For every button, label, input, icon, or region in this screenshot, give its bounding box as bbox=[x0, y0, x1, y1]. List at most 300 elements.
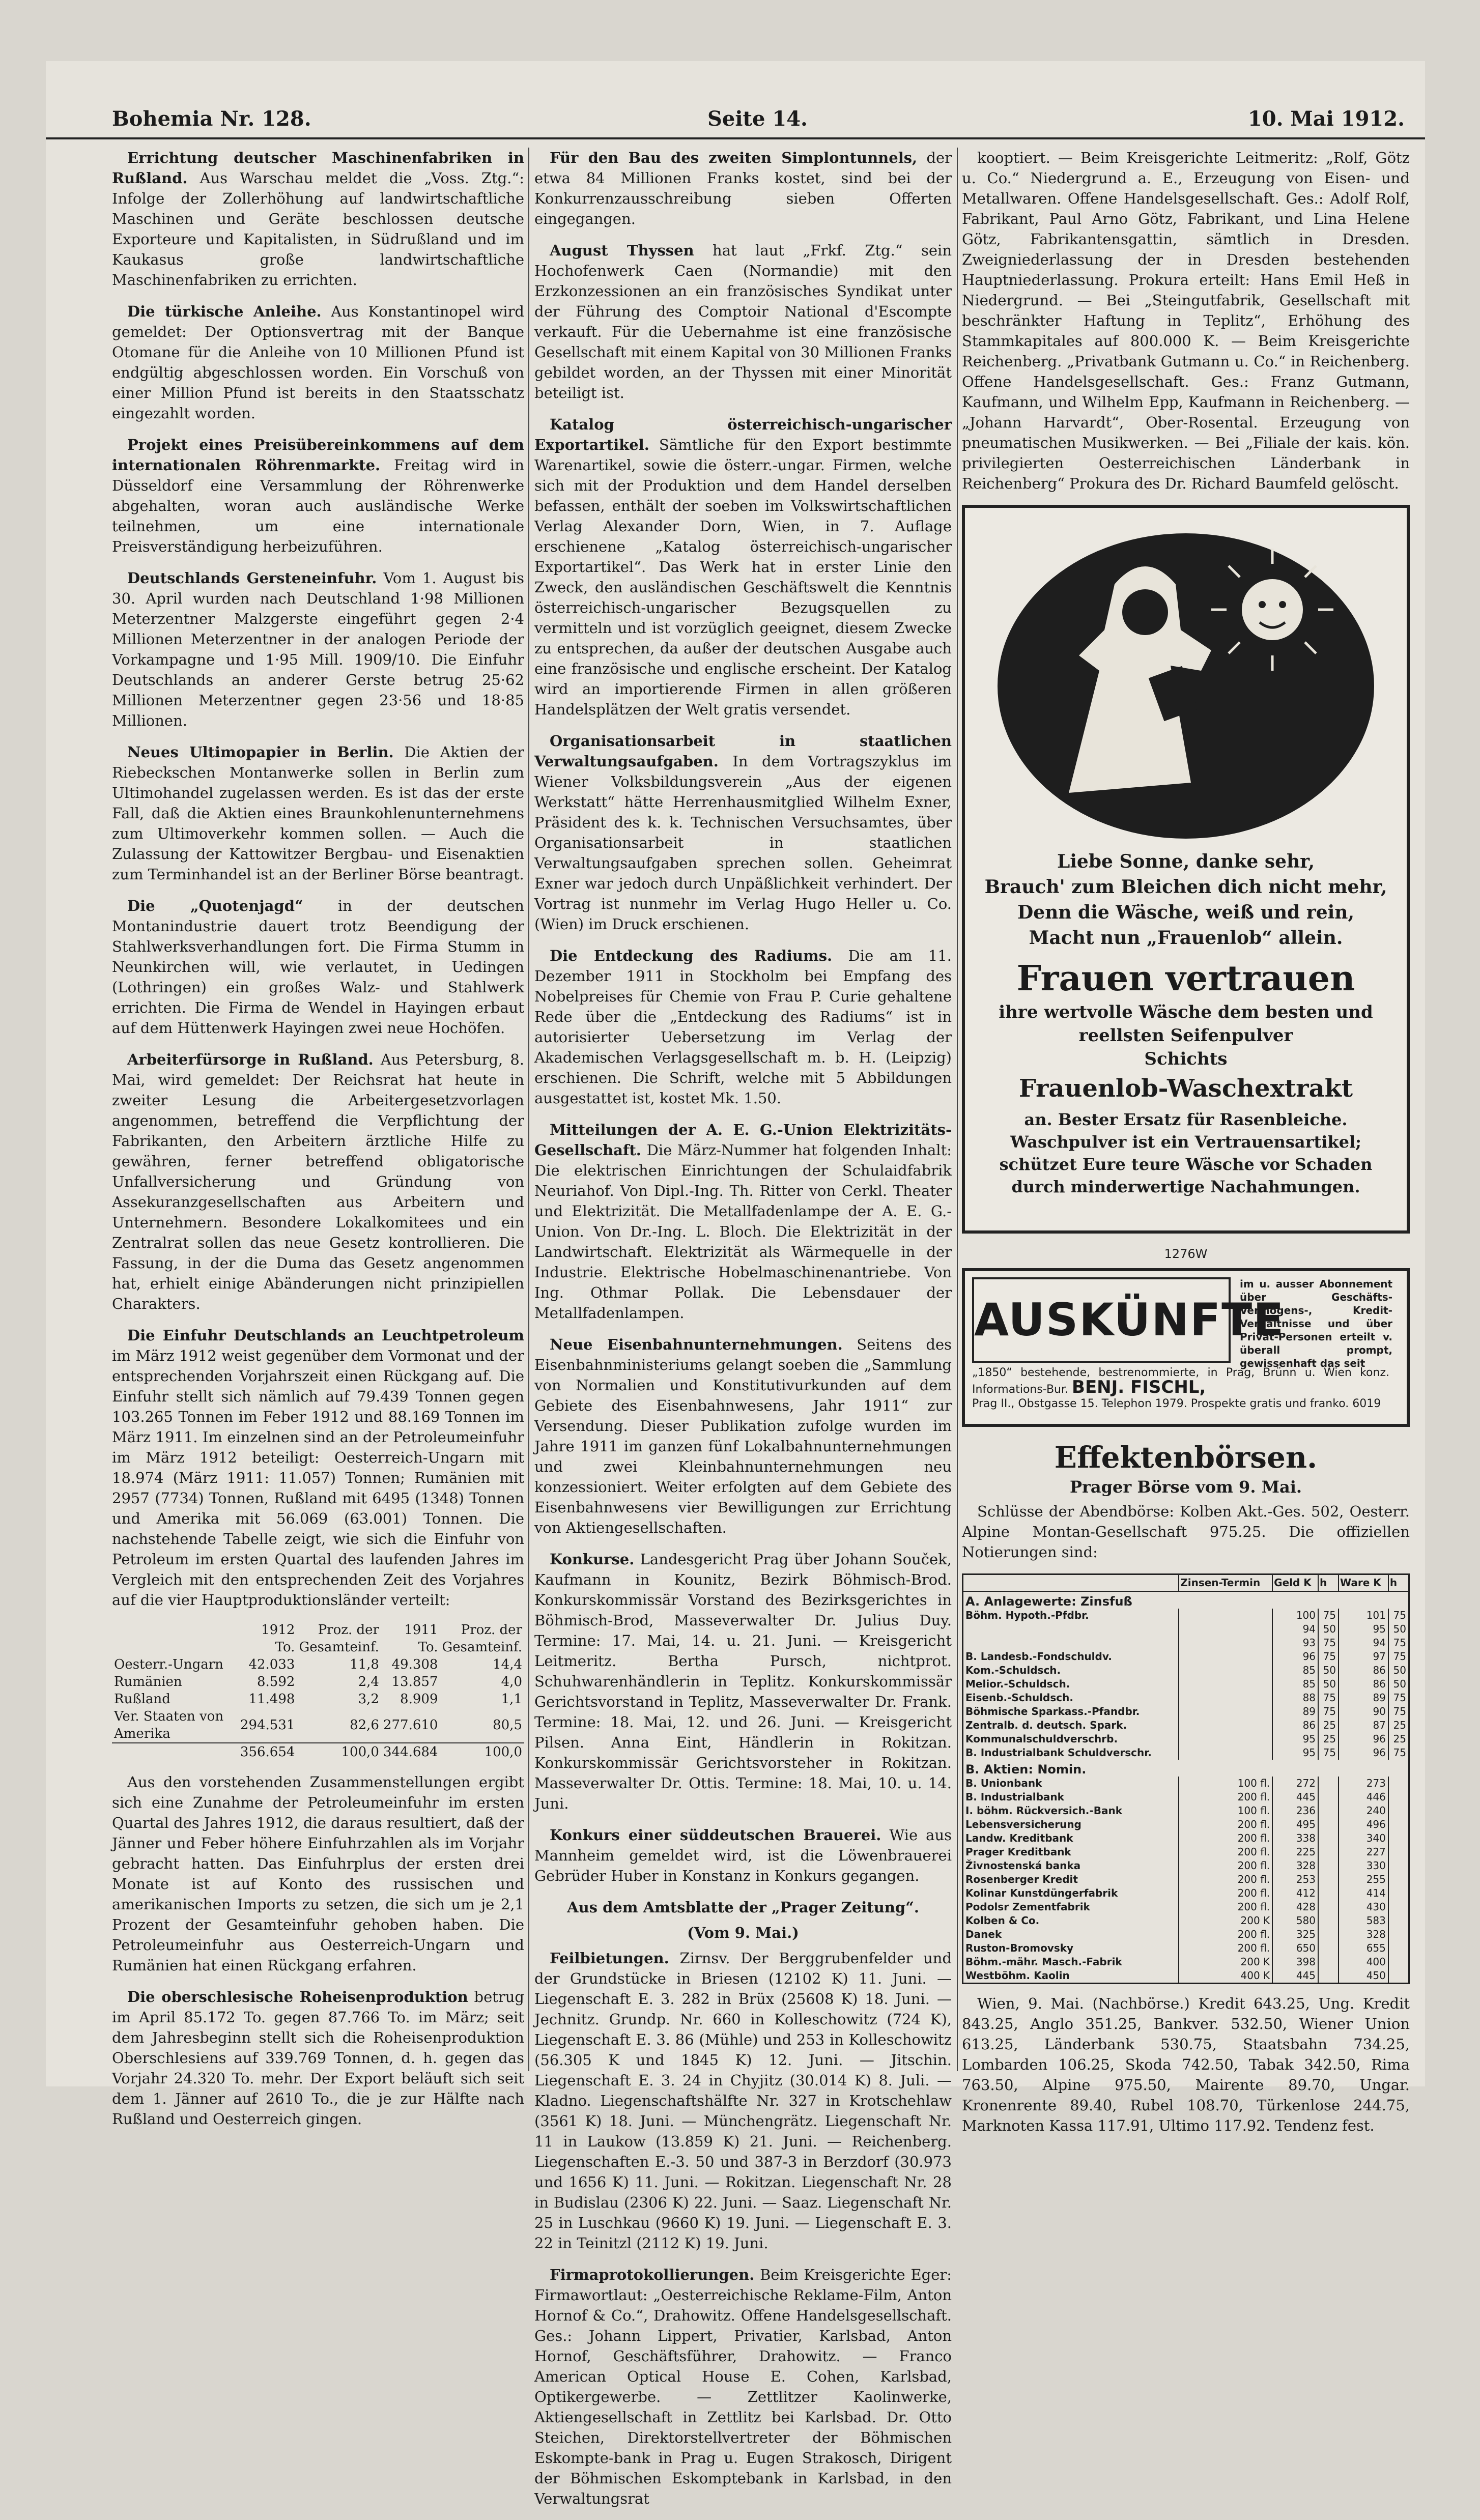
table-cell: Proz. der bbox=[318, 1622, 379, 1638]
table-cell: 200 K bbox=[1179, 1914, 1272, 1928]
table-cell: 445 bbox=[1272, 1969, 1318, 1984]
table-cell: 75 bbox=[1318, 1746, 1339, 1760]
table-cell: 445 bbox=[1272, 1790, 1318, 1804]
table-cell: 49.308 bbox=[391, 1657, 438, 1672]
table-cell: 340 bbox=[1339, 1831, 1388, 1845]
table-cell: B. Industrialbank Schuldverschr. bbox=[963, 1746, 1179, 1760]
table-row bbox=[963, 1818, 1409, 1831]
table-cell bbox=[1388, 1818, 1409, 1831]
article-headline: Organisationsarbeit in staatlichen Verwaltungsaufgaben. bbox=[534, 732, 952, 770]
table-cell: Melior.-Schuldsch. bbox=[963, 1677, 1179, 1691]
table-row bbox=[963, 1777, 1409, 1790]
table-cell: 75 bbox=[1388, 1636, 1409, 1650]
table-cell: 75 bbox=[1318, 1650, 1339, 1664]
table-cell: 87 bbox=[1339, 1719, 1388, 1732]
article bbox=[534, 1120, 952, 1323]
table-cell: 75 bbox=[1318, 1609, 1339, 1622]
table-cell: 94 bbox=[1272, 1622, 1318, 1636]
table-cell bbox=[963, 1574, 1179, 1592]
table-cell: To. bbox=[275, 1640, 295, 1655]
table-cell bbox=[1388, 1928, 1409, 1941]
table-cell bbox=[1318, 1804, 1339, 1818]
table-cell: 200 fl. bbox=[1179, 1859, 1272, 1873]
table-cell: 1911 bbox=[404, 1622, 438, 1638]
table-cell bbox=[1179, 1622, 1272, 1636]
article-body: hat laut „Frkf. Ztg.“ sein Hochofenwerk Caen (Normandie) mit den Erzkonzessionen an ein französisches Syndikat unter der Führung des Comptoir National d'Escompte verkauft. Für die Uebernahme ist eine französische Gesellschaft mit einem Kapital von 30 Millionen Franks gebildet worden, an der Thyssen mit einer Minorität beteiligt ist. bbox=[534, 242, 952, 402]
paper-name: Bohemia Nr. 128. bbox=[112, 107, 311, 131]
table-cell: 225 bbox=[1272, 1845, 1318, 1859]
table-cell: 50 bbox=[1388, 1677, 1409, 1691]
girl-and-sun-illustration bbox=[987, 518, 1384, 844]
table-cell: 75 bbox=[1388, 1691, 1409, 1705]
article-headline: Katalog österreichisch-ungarischer Exportartikel. bbox=[534, 416, 952, 453]
table-cell: 90 bbox=[1339, 1705, 1388, 1719]
table-cell: 86 bbox=[1339, 1664, 1388, 1677]
table-cell: 100 fl. bbox=[1179, 1777, 1272, 1790]
table-cell bbox=[963, 1636, 1179, 1650]
article bbox=[534, 1549, 952, 1814]
table-row bbox=[963, 1650, 1409, 1664]
column-1-articles bbox=[112, 148, 524, 1610]
table-cell bbox=[1318, 1928, 1339, 1941]
table-cell: 95 bbox=[1272, 1732, 1318, 1746]
article-body: Die Aktien der Riebeckschen Montanwerke sollen in Berlin zum Ultimohandel zugelassen werden. Es ist das der erste Fall, daß die Aktien eines Braunkohlenunternehmens zum Ultimoverkehr kommen sollen. — Auch die Zulassung der Kattowitzer Bergbau- und Eisenaktien zum Terminhandel ist an der Berliner Börse beantragt. bbox=[112, 743, 525, 883]
article-body: Aus den vorstehenden Zusammenstellungen ergibt sich eine Zunahme der Petroleumeinfuhr im ersten Quartal des Jahres 1912, die daraus resultiert, daß der Jänner und Feber höhere Einfuhrzahlen als im Vorjahr gebracht hatten. Das Einfuhrplus der ersten drei Monate ist auf Konto des russischen und amerikanischen Imports zu setzen, die sich um je 2,1 Prozent der Gesamteinfuhr gehoben haben. Die Petroleumeinfuhr aus Oesterreich-Ungarn und Rumänien hat einen Rückgang erfahren. bbox=[112, 1773, 524, 1974]
table-cell: Kolben & Co. bbox=[963, 1914, 1179, 1928]
claim-line: durch minderwertige Nachahmungen. bbox=[1011, 1177, 1360, 1196]
table-cell: Ware K bbox=[1339, 1574, 1388, 1592]
column-2 bbox=[534, 148, 952, 2520]
table-row bbox=[963, 1664, 1409, 1677]
table-cell: 328 bbox=[1339, 1928, 1388, 1941]
table-cell bbox=[1388, 1804, 1409, 1818]
table-cell: 200 fl. bbox=[1179, 1941, 1272, 1955]
table-cell: 88 bbox=[1272, 1691, 1318, 1705]
table-cell: 25 bbox=[1318, 1732, 1339, 1746]
table-cell: 446 bbox=[1339, 1790, 1388, 1804]
article-headline: Firmaprotokollierungen. bbox=[550, 2266, 755, 2283]
article bbox=[112, 742, 524, 884]
table-cell: 80,5 bbox=[493, 1717, 522, 1733]
table-cell: 200 fl. bbox=[1179, 1845, 1272, 1859]
ad-contact: Prag II., Obstgasse 15. Telephon 1979. Prospekte gratis und franko. 6019 bbox=[972, 1397, 1381, 1410]
article bbox=[534, 148, 952, 229]
table-cell: 200 fl. bbox=[1179, 1873, 1272, 1886]
table-cell: Danek bbox=[963, 1928, 1179, 1941]
article-headline: Errichtung deutscher Maschinenfabriken in Rußland. bbox=[112, 149, 524, 187]
ad-bureau: „1850“ bestehende, bestrenommierte, in Prag, Brünn u. Wien konz. Informations-Bur. bbox=[972, 1366, 1389, 1396]
running-header bbox=[46, 102, 1425, 139]
amtsblatt-date: (Vom 9. Mai.) bbox=[687, 1924, 799, 1941]
article bbox=[112, 1987, 524, 2129]
column-1-articles-continued bbox=[112, 1772, 524, 2129]
article-body: Landesgericht Prag über Johann Souček, Kaufmann in Kounitz, Bezirk Böhmisch-Brod. Konkurskommissär Vorstand des Bezirksgerichtes in Böhmisch-Brod, Masseverwalter Dr. Julius Duy. Termine: 17. Mai, 14. u. 21. Juni. — Kreisgericht Leitmeritz. Bertha Pursch, nichtprot. Schuhwarenhändlerin in Teplitz. Konkurskommissär Gerichtsvorstand in Teplitz, Masseverwalter Dr. Frank. Termine: 18. Mai, 12. und 26. Juni. — Kreisgericht Pilsen. Anna Eint, Händlerin in Rokitzan. Konkurskommissär Gerichtsvorsteher in Rokitzan. Masseverwalter Dr. Ottis. Termine: 18. Mai, 10. u. 14. Juni. bbox=[534, 1551, 952, 1812]
article bbox=[112, 568, 524, 731]
table-cell: 344.684 bbox=[381, 1743, 440, 1761]
table-cell: B. Unionbank bbox=[963, 1777, 1179, 1790]
table-cell: 655 bbox=[1339, 1941, 1388, 1955]
table-cell: 75 bbox=[1318, 1636, 1339, 1650]
article-headline: Arbeiterfürsorge in Rußland. bbox=[127, 1051, 374, 1068]
table-cell bbox=[1179, 1636, 1272, 1650]
column-rule bbox=[957, 148, 958, 2071]
table-cell: 400 K bbox=[1179, 1969, 1272, 1984]
table-cell bbox=[112, 1743, 238, 1761]
article-body: In dem Vortragszyklus im Wiener Volksbildungsverein „Aus der eigenen Werkstatt“ hätte Herrenhausmitglied Wilhelm Exner, Präsident des k. k. Technischen Versuchsamtes, über Organisationsarbeit in staatlichen Verwaltungsaufgaben sprechen sollen. Geheimrat Exner war jedoch durch Unpäßlichkeit verhindert. Der Vortrag ist nunmehr im Verlag Hugo Heller u. Co. (Wien) im Druck erschienen. bbox=[534, 753, 952, 933]
table-row bbox=[963, 1705, 1409, 1719]
ad-description: im u. ausser Abonnement über Geschäfts-Vermögens-, Kredit-Verhältnisse und über Privat-Personen erteilt v. überall prompt, gewissenhaft das seit bbox=[1240, 1278, 1392, 1369]
table-cell bbox=[1179, 1650, 1272, 1664]
table-cell bbox=[1318, 1831, 1339, 1845]
table-cell bbox=[963, 1622, 1179, 1636]
ad-big-word: AUSKÜNFTE bbox=[972, 1277, 1231, 1363]
sun-icon bbox=[1242, 579, 1303, 640]
table-cell: 97 bbox=[1339, 1650, 1388, 1664]
table-cell bbox=[1388, 1914, 1409, 1928]
table-cell bbox=[1388, 1955, 1409, 1969]
table-cell: 398 bbox=[1272, 1955, 1318, 1969]
table-row bbox=[112, 1673, 524, 1691]
table-cell: 42.033 bbox=[248, 1657, 295, 1672]
table-cell: Kommunalschuldverschrb. bbox=[963, 1732, 1179, 1746]
table-cell: 325 bbox=[1272, 1928, 1318, 1941]
table-row bbox=[963, 1873, 1409, 1886]
table-cell: 75 bbox=[1388, 1609, 1409, 1622]
table-cell: 100 fl. bbox=[1179, 1804, 1272, 1818]
table-cell bbox=[1179, 1664, 1272, 1677]
ad-subline: reellsten Seifenpulver bbox=[1078, 1025, 1293, 1046]
table-cell: 200 fl. bbox=[1179, 1928, 1272, 1941]
table-row bbox=[963, 1831, 1409, 1845]
claim-line: an. Bester Ersatz für Rasenbleiche. bbox=[1024, 1110, 1348, 1129]
table-cell: 200 fl. bbox=[1179, 1790, 1272, 1804]
table-section-row bbox=[963, 1760, 1409, 1777]
table-cell bbox=[1318, 1955, 1339, 1969]
table-cell bbox=[1318, 1914, 1339, 1928]
table-cell: 200 fl. bbox=[1179, 1818, 1272, 1831]
article-headline: Für den Bau des zweiten Simplontunnels, bbox=[550, 149, 918, 166]
table-row bbox=[963, 1790, 1409, 1804]
table-cell: Westböhm. Kaolin bbox=[963, 1969, 1179, 1984]
table-cell: 650 bbox=[1272, 1941, 1318, 1955]
ad-claim bbox=[965, 1108, 1407, 1198]
claim-line: schützet Eure teure Wäsche vor Schaden bbox=[999, 1155, 1373, 1174]
table-cell: 430 bbox=[1339, 1900, 1388, 1914]
column-1 bbox=[112, 148, 524, 2140]
table-row bbox=[963, 1746, 1409, 1760]
table-cell: 86 bbox=[1272, 1719, 1318, 1732]
stock-exchange-intro: Schlüsse der Abendbörse: Kolben Akt.-Ges. 502, Oesterr. Alpine Montan-Gesellschaft 975.25. Die offiziellen Notierungen sind: bbox=[962, 1503, 1410, 1561]
table-cell: Kolinar Kunstdüngerfabrik bbox=[963, 1886, 1179, 1900]
firm-registrations-continued: kooptiert. — Beim Kreisgerichte Leitmeritz: „Rolf, Götz u. Co.“ Niedergrund a. E., Erzeugung von Eisen- und Metallwaren. Offene Handelsgesellschaft. Ges.: Adolf Rolf, Fabrikant, Paul Arno Götz, Fabrikant, und Lina Helene Götz, Fabrikantensgattin, sämtlich in Dresden. Zweigniederlassung der in Dresden bestehenden Hauptniederlassung. Prokura erteilt: Hans Emil Heß in Niedergrund. — Bei „Steingutfabrik, Gesellschaft mit beschränkter Haftung in Teplitz“, Erhöhung des Stammkapitales auf 800.000 K. — Beim Kreisgerichte Reichenberg. „Privatbank Gutmann u. Co.“ in Reichenberg. Offene Handelsgesellschaft. Ges.: Franz Gutmann, Kaufmann, und Wilhelm Epp, Kaufmann in Reichenberg. — „Johann Harvardt“, Ober-Rosental. Erzeugung von pneumatischen Musikwerken. — Bei „Filiale der kais. kön. privilegierten Oesterreichischen Länderbank in Reichenberg“ Prokura des Dr. Richard Baumfeld gelöscht. bbox=[962, 149, 1410, 492]
article bbox=[112, 148, 524, 290]
table-cell: 13.857 bbox=[391, 1674, 438, 1689]
table-row bbox=[963, 1622, 1409, 1636]
table-cell: 328 bbox=[1272, 1859, 1318, 1873]
table-cell: Živnostenská banka bbox=[963, 1859, 1179, 1873]
verse-line: Macht nun „Frauenlob“ allein. bbox=[1029, 927, 1343, 949]
table-section-label: B. Aktien: Nomin. bbox=[963, 1760, 1409, 1777]
table-cell: 50 bbox=[1318, 1622, 1339, 1636]
table-cell: Rußland bbox=[114, 1692, 170, 1707]
table-cell: Zentralb. d. deutsch. Spark. bbox=[963, 1719, 1179, 1732]
table-cell: 50 bbox=[1318, 1677, 1339, 1691]
table-cell: 85 bbox=[1272, 1677, 1318, 1691]
article-body: im März 1912 weist gegenüber dem Vormonat und der entsprechenden Vorjahrszeit einen Rückgang auf. Die Einfuhr stellt sich nämlich auf 79.439 Tonnen gegen 103.265 Tonnen im Feber 1912 und 88.169 Tonnen im März 1911. Im einzelnen sind an der Petroleumeinfuhr im März 1912 beteiligt: Oesterreich-Ungarn mit 18.974 (März 1911: 11.057) Tonnen; Rumänien mit 2957 (7734) Tonnen, Rußland mit 6495 (1348) Tonnen und Amerika mit 56.069 (63.001) Tonnen. Die nachstehende Tabelle zeigt, wie sich die Einfuhr von Petroleum im ersten Quartal des laufenden Jahres im Vergleich mit den entsprechenden Zeit des Vorjahres auf die vier Hauptproduktionsländer verteilt: bbox=[112, 1347, 524, 1609]
table-row bbox=[112, 1708, 524, 1743]
table-cell: 273 bbox=[1339, 1777, 1388, 1790]
article-headline: Projekt eines Preisübereinkommens auf dem internationalen Röhrenmarkte. bbox=[112, 436, 524, 474]
table-sum-row bbox=[112, 1743, 524, 1761]
table-cell: Ruston-Bromovsky bbox=[963, 1941, 1179, 1955]
verse-line: Denn die Wäsche, weiß und rein, bbox=[1017, 902, 1354, 923]
verse-line: Brauch' zum Bleichen dich nicht mehr, bbox=[984, 876, 1387, 898]
table-cell bbox=[1388, 1790, 1409, 1804]
table-cell: 89 bbox=[1339, 1691, 1388, 1705]
table-cell: 1,1 bbox=[501, 1692, 522, 1707]
table-cell: 101 bbox=[1339, 1609, 1388, 1622]
table-cell bbox=[1318, 1777, 1339, 1790]
table-header-row bbox=[112, 1639, 524, 1656]
ad-subline: ihre wertvolle Wäsche dem besten und bbox=[999, 1002, 1373, 1022]
column-2-articles bbox=[534, 148, 952, 1886]
table-cell: 255 bbox=[1339, 1873, 1388, 1886]
table-cell: 583 bbox=[1339, 1914, 1388, 1928]
table-cell bbox=[1179, 1677, 1272, 1691]
column-3 bbox=[962, 148, 1410, 2147]
table-cell: Ver. Staaten von Amerika bbox=[114, 1709, 224, 1741]
article-body: Aus Petersburg, 8. Mai, wird gemeldet: Der Reichsrat hat heute in zweiter Lesung die Arbeitergesetzvorlagen angenommen, betreffend die Verpflichtung der Fabrikanten, den Arbeitern ärztliche Hilfe zu gewähren, ferner betreffend obligatorische Unfallversicherung und Gründung von Assekuranzgesellschaften aus Arbeitern und Unternehmern. Besondere Lokalkomitees und ein Zentralrat sollen das neue Gesetz kontrollieren. Die Fassung, in der die Duma das Gesetz angenommen hat, erhielt einige Abänderungen nicht prinzipiellen Charakters. bbox=[112, 1051, 524, 1312]
table-cell: Eisenb.-Schuldsch. bbox=[963, 1691, 1179, 1705]
table-cell: 253 bbox=[1272, 1873, 1318, 1886]
table-cell: 11.498 bbox=[248, 1692, 295, 1707]
ad-headline: Frauen vertrauen bbox=[1016, 958, 1355, 999]
table-row bbox=[963, 1732, 1409, 1746]
newspaper-page bbox=[46, 61, 1425, 2507]
article-body: der etwa 84 Millionen Franks kostet, sind bei der Konkurrenzausschreibung sieben Offerten eingegangen. bbox=[534, 149, 952, 227]
table-row bbox=[963, 1804, 1409, 1818]
table-cell: 3,2 bbox=[358, 1692, 379, 1707]
table-header-row bbox=[112, 1621, 524, 1639]
table-cell: 338 bbox=[1272, 1831, 1318, 1845]
table-cell bbox=[1318, 1818, 1339, 1831]
table-cell bbox=[1388, 1859, 1409, 1873]
table-cell: B. Industrialbank bbox=[963, 1790, 1179, 1804]
table-cell: 14,4 bbox=[493, 1657, 522, 1672]
table-cell: Rosenberger Kredit bbox=[963, 1873, 1179, 1886]
table-cell: 294.531 bbox=[240, 1717, 295, 1733]
ad-company-name: BENJ. FISCHL, bbox=[1072, 1377, 1206, 1397]
table-cell: 75 bbox=[1388, 1650, 1409, 1664]
table-cell: 75 bbox=[1318, 1691, 1339, 1705]
table-cell: 11,8 bbox=[350, 1657, 379, 1672]
table-cell bbox=[1388, 1831, 1409, 1845]
table-cell bbox=[112, 1639, 238, 1656]
article-headline: Mitteilungen der A. E. G.-Union Elektrizitäts-Gesellschaft. bbox=[534, 1121, 952, 1159]
claim-line: Waschpulver ist ein Vertrauensartikel; bbox=[1010, 1132, 1361, 1152]
table-cell: 82,6 bbox=[350, 1717, 379, 1733]
article-headline: Deutschlands Gersteneinfuhr. bbox=[127, 569, 377, 587]
table-cell: 25 bbox=[1388, 1719, 1409, 1732]
table-cell bbox=[1388, 1941, 1409, 1955]
table-cell bbox=[1179, 1746, 1272, 1760]
table-cell: 277.610 bbox=[383, 1717, 438, 1733]
article bbox=[534, 240, 952, 403]
table-cell bbox=[1318, 1790, 1339, 1804]
table-cell: h bbox=[1388, 1574, 1409, 1592]
vienna-after-hours: Wien, 9. Mai. (Nachbörse.) Kredit 643.25, Ung. Kredit 843.25, Anglo 351.25, Bankver. 532.50, Wiener Union 613.25, Länderbank 530.75, Staatsbahn 734.25, Lombarden 106.25, Skoda 742.50, Tabak 342.50, Rima 763.50, Alpine 975.50, Mairente 89.70, Ungar. Kronenrente 89.40, Rubel 108.70, Türkenlose 244.75, Marknoten Kassa 117.91, Ultimo 117.92. Tendenz fest. bbox=[962, 1995, 1410, 2134]
table-cell bbox=[1388, 1969, 1409, 1984]
table-cell: Gesamteinf. bbox=[442, 1640, 522, 1655]
table-cell bbox=[1318, 1873, 1339, 1886]
table-row bbox=[963, 1900, 1409, 1914]
table-cell bbox=[1179, 1609, 1272, 1622]
table-cell: Podolsr Zementfabrik bbox=[963, 1900, 1179, 1914]
table-cell: 450 bbox=[1339, 1969, 1388, 1984]
table-cell: 100,0 bbox=[297, 1743, 381, 1761]
table-cell: 496 bbox=[1339, 1818, 1388, 1831]
table-row bbox=[963, 1969, 1409, 1984]
article-body: betrug im April 85.172 To. gegen 87.766 To. im März; seit dem Jahresbeginn stellt sich die Roheisenproduktion Oberschlesiens auf 339.769 Tonnen, d. h. gegen das Vorjahr 24.320 To. mehr. Der Export beläuft sich seit dem 1. Jänner auf 2610 To., die je zur Hälfte nach Rußland und Oesterreich gingen. bbox=[112, 1988, 524, 2128]
article bbox=[534, 731, 952, 934]
article-headline: Die Entdeckung des Radiums. bbox=[550, 947, 833, 964]
article bbox=[112, 301, 524, 423]
table-cell: Böhm.-mähr. Masch.-Fabrik bbox=[963, 1955, 1179, 1969]
table-section-label: A. Anlagewerte: Zinsfuß bbox=[963, 1591, 1409, 1609]
table-row bbox=[963, 1609, 1409, 1622]
article bbox=[534, 414, 952, 720]
article bbox=[534, 1825, 952, 1886]
article-body: Wie aus Mannheim gemeldet wird, ist die Löwenbrauerei Gebrüder Huber in Konstanz in Konkurs gegangen. bbox=[534, 1826, 952, 1884]
table-cell: Kom.-Schuldsch. bbox=[963, 1664, 1179, 1677]
table-cell: 356.654 bbox=[238, 1743, 297, 1761]
article-headline: Neues Ultimopapier in Berlin. bbox=[127, 743, 394, 761]
table-cell: Landw. Kreditbank bbox=[963, 1831, 1179, 1845]
table-cell: 1912 bbox=[261, 1622, 295, 1638]
table-cell: 86 bbox=[1339, 1677, 1388, 1691]
table-cell: 95 bbox=[1339, 1622, 1388, 1636]
table-cell: 227 bbox=[1339, 1845, 1388, 1859]
table-cell: 93 bbox=[1272, 1636, 1318, 1650]
amtsblatt-articles bbox=[534, 1948, 952, 2509]
table-row bbox=[112, 1691, 524, 1708]
verse-line: Liebe Sonne, danke sehr, bbox=[1057, 851, 1315, 872]
article bbox=[534, 2265, 952, 2509]
table-cell bbox=[1318, 1941, 1339, 1955]
table-cell: 236 bbox=[1272, 1804, 1318, 1818]
issue-date: 10. Mai 1912. bbox=[1247, 107, 1405, 131]
table-cell bbox=[1318, 1845, 1339, 1859]
table-cell: 100 bbox=[1272, 1609, 1318, 1622]
ad-code: 1276W bbox=[1164, 1247, 1208, 1261]
article-headline: Die türkische Anleihe. bbox=[127, 303, 322, 320]
ad-subline: Schichts bbox=[1144, 1049, 1228, 1069]
table-cell: 400 bbox=[1339, 1955, 1388, 1969]
table-row bbox=[963, 1886, 1409, 1900]
ad-brand: Frauenlob-Waschextrakt bbox=[1018, 1074, 1353, 1103]
stock-exchange-title: Effektenbörsen. bbox=[1054, 1440, 1318, 1475]
table-cell: 96 bbox=[1339, 1746, 1388, 1760]
table-cell: 330 bbox=[1339, 1859, 1388, 1873]
amtsblatt-title: Aus dem Amtsblatte der „Prager Zeitung“. bbox=[567, 1899, 919, 1916]
table-cell: Zinsen-Termin bbox=[1179, 1574, 1272, 1592]
table-cell: h bbox=[1318, 1574, 1339, 1592]
article bbox=[534, 1948, 952, 2253]
table-row bbox=[963, 1914, 1409, 1928]
article-body: Die am 11. Dezember 1911 in Stockholm bei Empfang des Nobelpreises für Chemie von Frau P. Curie gehaltene Rede über die „Entdeckung des Radiums“ ist in autorisierter Uebersetzung im Verlag der Akademischen Verlagsgesellschaft m. b. H. (Leipzig) erschienen. Die Schrift, welche mit 5 Abbildungen ausgestattet ist, kostet Mk. 1.50. bbox=[534, 947, 952, 1107]
table-cell: 412 bbox=[1272, 1886, 1318, 1900]
auskuenfte-advertisement bbox=[962, 1268, 1410, 1427]
article-headline: Feilbietungen. bbox=[550, 1950, 669, 1967]
article-body: Zirnsv. Der Berggrubenfelder und der Grundstücke in Briesen (12102 K) 11. Juni. — Liegenschaft E. 3. 282 in Brüx (25608 K) 18. Juni. — Jechnitz. Grundp. Nr. 660 in Kolleschowitz (724 K), Liegenschaft E. 3. 86 (Mühle) und 253 in Kolleschowitz (56.305 K und 1845 K) 12. Juni. — Jitschin. Liegenschaft E. 3. 24 in Chyjitz (30.014 K) 8. Juli. — Kladno. Liegenschaftshälfte Nr. 327 in Krotschehlaw (3561 K) 18. Juni. — Münchengrätz. Liegenschaft Nr. 11 in Laukow (13.859 K) 21. Juni. — Reichenberg. Liegenschaften E.-3. 50 und 387-3 in Berzdorf (30.973 und 1656 K) 11. Juni. — Rokitzan. Liegenschaft Nr. 28 in Budislau (2306 K) 22. Juni. — Saaz. Liegenschaft Nr. 25 in Luschkau (9660 K) 19. Juni. — Liegenschaft E. 3. 22 in Teinitzl (2112 K) 19. Juni. bbox=[534, 1950, 952, 2252]
table-cell: 4,0 bbox=[501, 1674, 522, 1689]
article-headline: Die Einfuhr Deutschlands an Leuchtpetroleum bbox=[127, 1327, 524, 1344]
article-headline: Konkurse. bbox=[550, 1551, 635, 1568]
table-cell bbox=[1179, 1732, 1272, 1746]
table-cell bbox=[1318, 1859, 1339, 1873]
table-cell bbox=[112, 1621, 238, 1639]
table-cell bbox=[1388, 1845, 1409, 1859]
table-cell: 89 bbox=[1272, 1705, 1318, 1719]
table-cell: 95 bbox=[1272, 1746, 1318, 1760]
stock-exchange-subtitle: Prager Börse vom 9. Mai. bbox=[1069, 1477, 1302, 1497]
table-cell bbox=[1318, 1900, 1339, 1914]
table-row bbox=[112, 1656, 524, 1673]
table-cell: 2,4 bbox=[358, 1674, 379, 1689]
table-cell: Böhm. Hypoth.-Pfdbr. bbox=[963, 1609, 1179, 1622]
table-cell: 85 bbox=[1272, 1664, 1318, 1677]
ad-verse bbox=[965, 849, 1407, 951]
table-cell: 272 bbox=[1272, 1777, 1318, 1790]
table-cell: 200 fl. bbox=[1179, 1900, 1272, 1914]
page-number: Seite 14. bbox=[707, 107, 808, 131]
table-cell: 25 bbox=[1388, 1732, 1409, 1746]
table-cell: 200 fl. bbox=[1179, 1831, 1272, 1845]
article bbox=[112, 1325, 524, 1610]
table-cell: 8.909 bbox=[400, 1692, 438, 1707]
table-cell bbox=[1179, 1691, 1272, 1705]
article bbox=[112, 1049, 524, 1314]
table-row bbox=[963, 1941, 1409, 1955]
table-header-row bbox=[963, 1574, 1409, 1592]
article-headline: Die „Quotenjagd“ bbox=[127, 897, 303, 914]
frauenlob-advertisement bbox=[962, 505, 1410, 1234]
article-body: Beim Kreisgerichte Eger: Firmawortlaut: „Oesterreichische Reklame-Film, Anton Hornof & Co.“, Drahowitz. Offene Handelsgesellschaft. Ges.: Johann Lippert, Privatier, Karlsbad, Anton Hornof, Geschäftsführer, Drahowitz. — Franco American Optical House E. Cohen, Karlsbad, Optikergewerbe. — Zettlitzer Kaolinwerke, Aktiengesellschaft in Zettlitz bei Karlsbad. Dr. Otto Steichen, Direktorstellvertreter der Böhmischen Eskompte-bank in Prag u. Eugen Strakosch, Dirigent der Böhmischen Eskomptebank in Karlsbad, in den Verwaltungsrat bbox=[534, 2266, 952, 2507]
table-cell: 94 bbox=[1339, 1636, 1388, 1650]
table-cell: 50 bbox=[1388, 1664, 1409, 1677]
stock-quotes-table bbox=[962, 1573, 1410, 1984]
article bbox=[112, 435, 524, 557]
table-cell bbox=[1388, 1900, 1409, 1914]
table-row bbox=[963, 1691, 1409, 1705]
table-cell bbox=[1179, 1705, 1272, 1719]
table-cell: Oesterr.-Ungarn bbox=[114, 1657, 223, 1672]
article-body: in der deutschen Montanindustrie dauert trotz Beendigung der Stahlwerksverhandlungen fort. Die Firma Stumm in Neunkirchen will, wie verlautet, in Uedingen (Lothringen) ein großes Walz- und Stahlwerk errichten. Die Firma de Wendel in Hayingen erbaut auf dem Hüttenwerk Hayingen zwei neue Hochöfen. bbox=[112, 897, 524, 1037]
table-cell: 495 bbox=[1272, 1818, 1318, 1831]
ad-address bbox=[972, 1366, 1389, 1411]
table-cell: 200 fl. bbox=[1179, 1886, 1272, 1900]
table-cell: 96 bbox=[1272, 1650, 1318, 1664]
table-cell: 240 bbox=[1339, 1804, 1388, 1818]
table-cell bbox=[1388, 1873, 1409, 1886]
article-body: Aus Warschau meldet die „Voss. Ztg.“: Infolge der Zollerhöhung auf landwirtschaftliche Maschinen und Geräte beschlossen deutsche Exporteure und Kapitalisten, in Südrußland und im Kaukasus große landwirtschaftliche Maschinenfabriken zu errichten. bbox=[112, 169, 524, 289]
table-section-row bbox=[963, 1591, 1409, 1609]
table-cell: 96 bbox=[1339, 1732, 1388, 1746]
table-cell: 75 bbox=[1388, 1705, 1409, 1719]
article-body: Die März-Nummer hat folgenden Inhalt: Die elektrischen Einrichtungen der Schulaidfabrik Neuriahof. Von Dipl.-Ing. Th. Ritter von Cerkl. Theater und Elektrizität. Die Metallfadenlampe der A. E. G.-Union. Von Dr.-Ing. L. Bloch. Die Elektrizität in der Landwirtschaft. Elektrizität als Wärmequelle in der Industrie. Elektrische Hobelmaschinenantriebe. Von Ing. Othmar Pollak. Die Lebensdauer der Metallfadenlampen. bbox=[534, 1141, 952, 1322]
table-cell: 8.592 bbox=[257, 1674, 295, 1689]
table-cell: Böhmische Sparkass.-Pfandbr. bbox=[963, 1705, 1179, 1719]
